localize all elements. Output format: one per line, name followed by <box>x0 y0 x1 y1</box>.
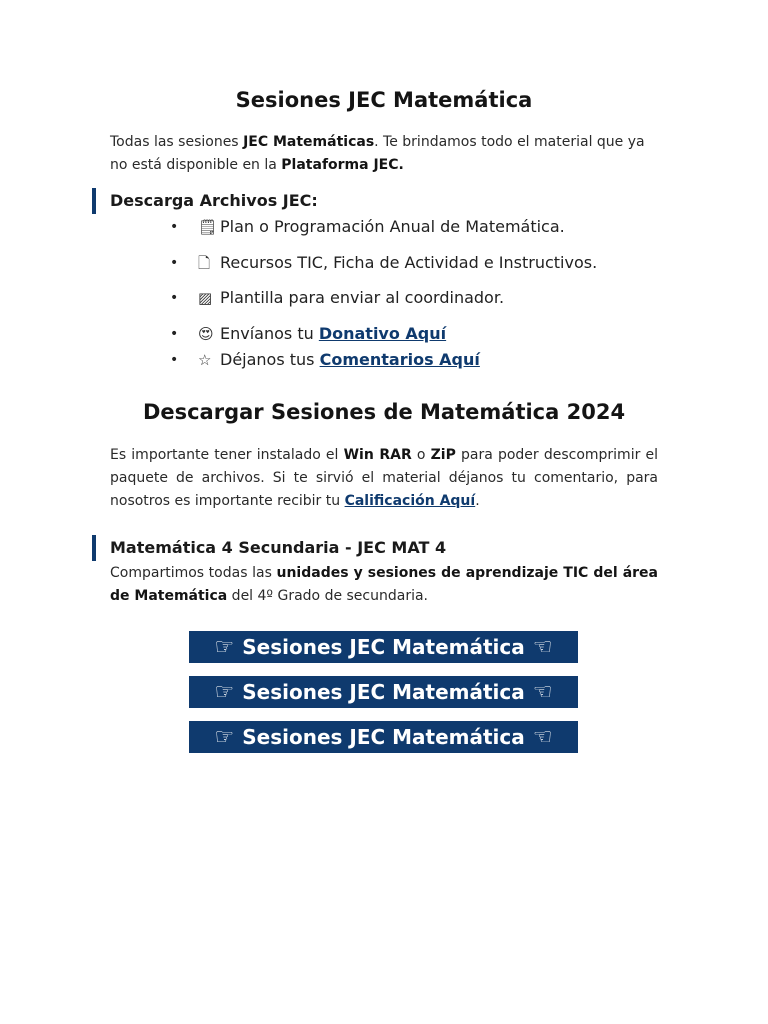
pointing-right-hand-icon: ☞ <box>214 724 235 750</box>
pointing-left-hand-icon: ☜ <box>532 679 553 705</box>
pointing-right-hand-icon: ☞ <box>214 679 235 705</box>
donate-text: Envíanos tu <box>220 324 319 343</box>
sessions-button-1[interactable] <box>189 631 578 663</box>
pointing-left-hand-icon: ☜ <box>532 634 553 660</box>
template-icon: ▨ <box>198 289 213 307</box>
pointing-left-hand-icon: ☜ <box>532 724 553 750</box>
button-label: Sesiones JEC Matemática <box>242 725 525 749</box>
pointing-right-hand-icon: ☞ <box>214 634 235 660</box>
intro-bold-1: JEC Matemáticas <box>243 134 375 150</box>
info-bold-winrar: Win RAR <box>343 447 412 463</box>
list-item-text: Plantilla para enviar al coordinador. <box>220 288 505 307</box>
download-heading: Descarga Archivos JEC: <box>92 188 318 214</box>
section-title: Descargar Sesiones de Matemática 2024 <box>142 400 626 424</box>
notepad-icon: 🗒 <box>198 218 218 236</box>
intro-paragraph <box>110 131 658 177</box>
intro-text-2: . Te brindamos todo el material que ya no está disponible en la <box>110 134 645 173</box>
list-item-donate <box>172 321 672 347</box>
grade-description <box>110 562 658 608</box>
page-title: Sesiones JEC Matemática <box>235 88 533 112</box>
comments-link[interactable]: Comentarios Aquí <box>319 350 480 369</box>
info-text-3: para poder descomprimir el paquete de archivos. Si te sirvió el material déjanos tu comentario, para nosotros es importante recibir tu <box>110 447 658 509</box>
grade-text-1: Compartimos todas las <box>110 565 277 581</box>
button-label: Sesiones JEC Matemática <box>242 635 525 659</box>
grade-bold: unidades y sesiones de aprendizaje TIC del área de Matemática <box>110 565 658 604</box>
list-item[interactable] <box>172 285 672 311</box>
list-item[interactable] <box>172 214 672 240</box>
sessions-button-3[interactable] <box>189 721 578 753</box>
comments-text: Déjanos tus <box>220 350 320 369</box>
info-bold-zip: ZiP <box>430 447 456 463</box>
intro-text-1: Todas las sesiones <box>110 134 244 150</box>
info-text-4: . <box>475 493 480 509</box>
download-list <box>172 214 672 373</box>
grade-heading: Matemática 4 Secundaria - JEC MAT 4 <box>92 535 446 561</box>
list-item-text: Plan o Programación Anual de Matemática. <box>220 217 565 236</box>
heart-eyes-emoji-icon: 😍 <box>198 325 214 343</box>
info-text-2: o <box>411 447 431 463</box>
intro-bold-2: Plataforma JEC. <box>281 157 404 173</box>
rating-link[interactable]: Calificación Aquí <box>344 493 476 509</box>
document-icon: 🗋 <box>198 254 211 272</box>
info-paragraph <box>110 444 658 513</box>
button-label: Sesiones JEC Matemática <box>242 680 525 704</box>
sessions-button-2[interactable] <box>189 676 578 708</box>
grade-text-2: del 4º Grado de secundaria. <box>227 588 429 604</box>
list-item[interactable] <box>172 250 672 276</box>
list-item-comments <box>172 347 672 373</box>
list-item-text: Recursos TIC, Ficha de Actividad e Instructivos. <box>220 253 598 272</box>
info-text-1: Es importante tener instalado el <box>110 447 344 463</box>
star-icon: ☆ <box>198 351 212 369</box>
donate-link[interactable]: Donativo Aquí <box>318 324 447 343</box>
